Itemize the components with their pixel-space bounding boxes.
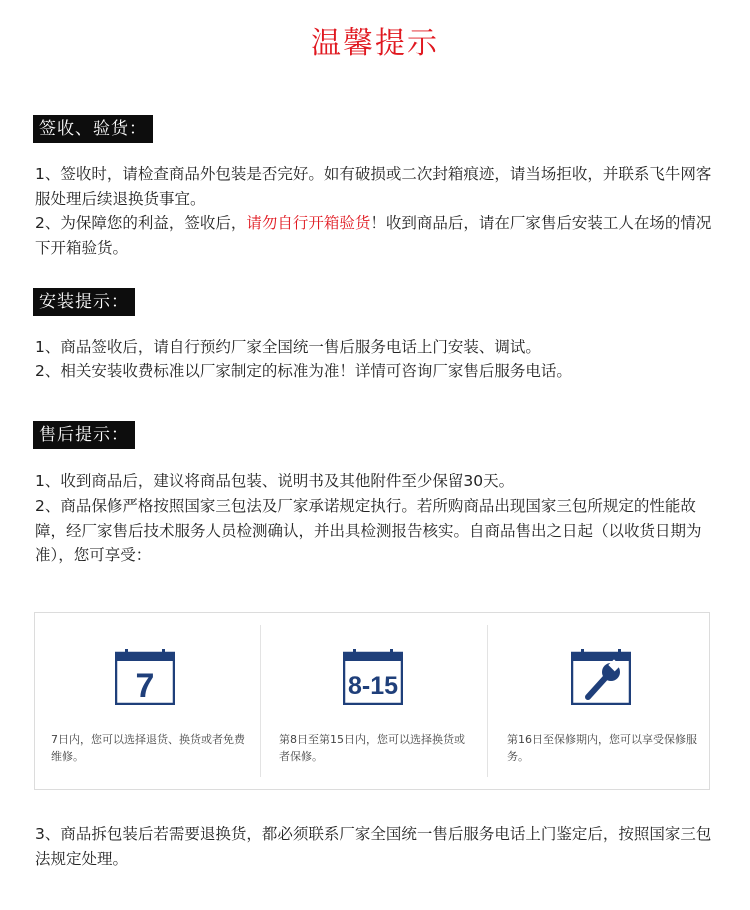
calendar-7-label: 7 xyxy=(135,667,155,705)
policy-text-7-days: 7日内，您可以选择退货、换货或者免费维修。 xyxy=(51,733,245,763)
calendar-wrench-icon xyxy=(571,649,631,705)
aftersale-paragraph-2: 2、商品保修严格按照国家三包法及厂家承诺规定执行。若所购商品出现国家三包所规定的性能故障，经厂家售后技术服务人员检测确认，并出具检测报告核实。自商品售出之日起（以收货日期为准），您可享受： xyxy=(35,497,702,564)
policy-card-warranty xyxy=(491,613,711,789)
receipt-warning-highlight: 请勿自行开箱验货 xyxy=(246,214,371,232)
page-title: 温馨提示 xyxy=(311,26,439,61)
receipt-paragraph-1: 1、签收时，请检查商品外包装是否完好。如有破损或二次封箱痕迹，请当场拒收，并联系飞牛网客服处理后续退换货事宜。 xyxy=(35,165,712,208)
section-label-receipt: 签收、验货： xyxy=(33,115,153,143)
receipt-p2-end: ！收到商品后，请在厂家售后安装工人在场的情况下开箱验货。 xyxy=(35,214,712,257)
policy-card-7-days xyxy=(35,613,255,789)
aftersale-paragraph-1: 1、收到商品后，建议将商品包装、说明书及其他附件至少保留30天。 xyxy=(35,472,515,490)
policy-text-warranty: 第16日至保修期内，您可以享受保修服务。 xyxy=(507,733,697,763)
install-paragraph-1: 1、商品签收后，请自行预约厂家全国统一售后服务电话上门安装、调试。 xyxy=(35,338,541,356)
calendar-8-15-label: 8-15 xyxy=(347,672,399,700)
calendar-8-15-icon xyxy=(343,649,403,705)
section-label-install: 安装提示： xyxy=(33,288,135,316)
receipt-p2-start: 2、为保障您的利益，签收后， xyxy=(35,214,247,232)
install-paragraph-2: 2、相关安装收费标准以厂家制定的标准为准！详情可咨询厂家售后服务电话。 xyxy=(35,362,572,380)
card-divider xyxy=(487,625,488,777)
policy-cards xyxy=(34,612,710,790)
policy-card-8-15-days xyxy=(263,613,483,789)
receipt-paragraph-2 xyxy=(35,211,715,260)
card-divider xyxy=(260,625,261,777)
aftersale-paragraph-3: 3、商品拆包装后若需要退换货，都必须联系厂家全国统一售后服务电话上门鉴定后，按照国家三包法规定处理。 xyxy=(35,825,712,868)
calendar-7-icon xyxy=(115,649,175,705)
policy-text-8-15-days: 第8日至第15日内，您可以选择换货或者保修。 xyxy=(279,733,465,763)
section-label-aftersale: 售后提示： xyxy=(33,421,135,449)
